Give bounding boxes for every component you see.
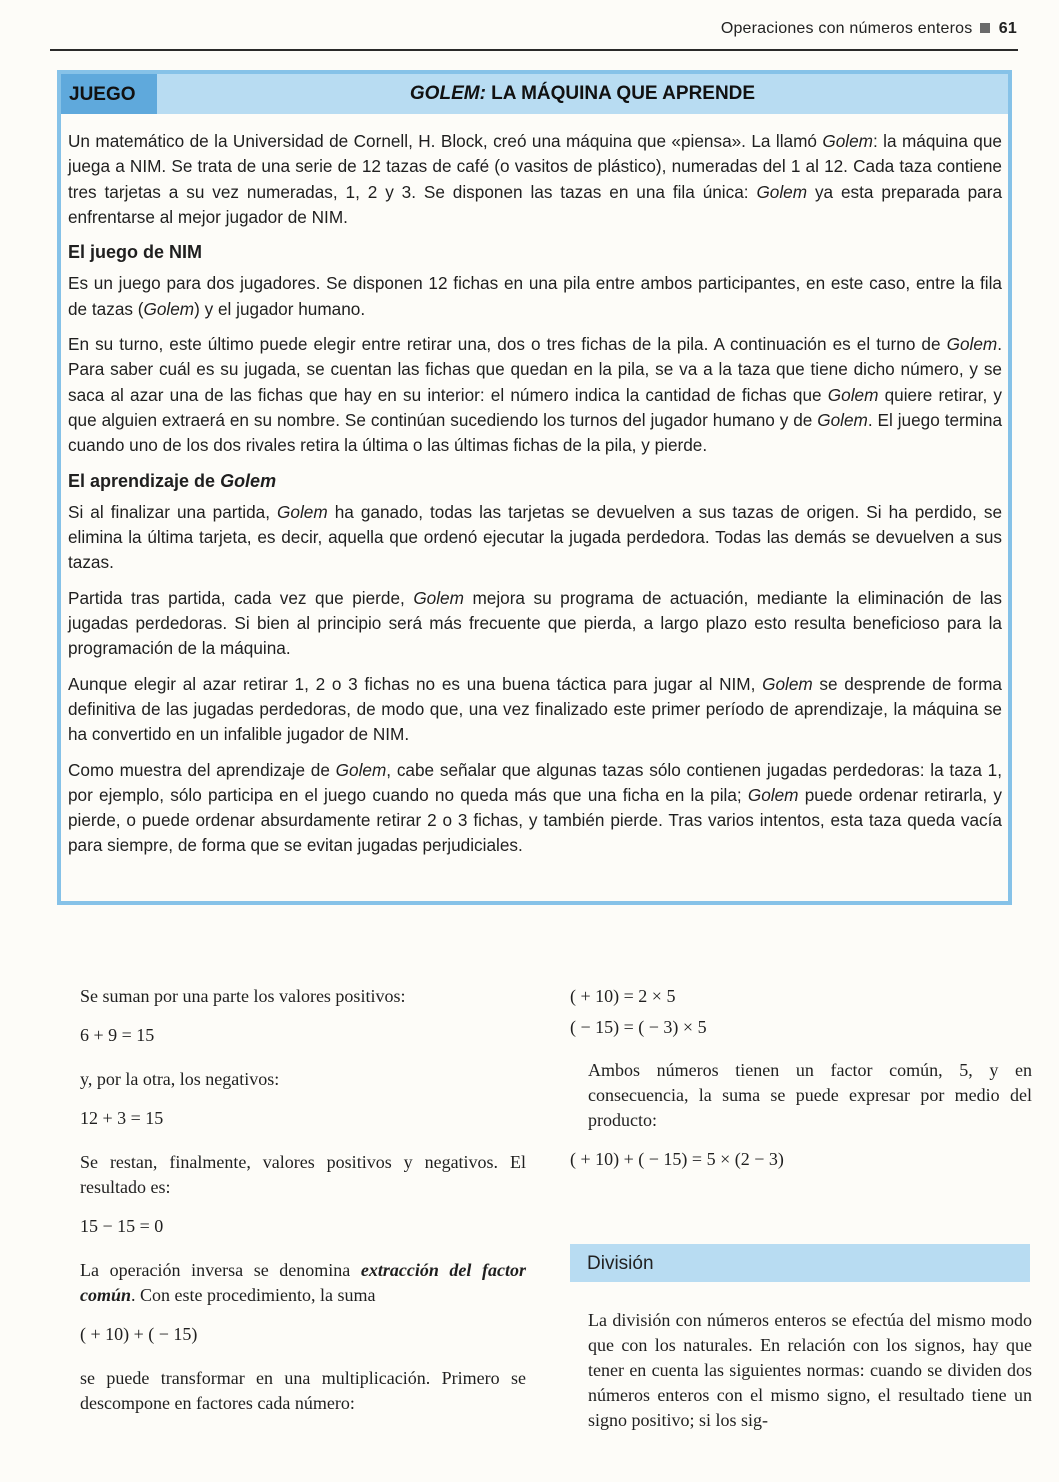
right-column [570,984,1032,1430]
text-run: se desprende de forma definitiva de las jugadas perdedoras, de modo que, una vez finalizado este primer período de aprendizaje, la máquina se ha convertido en un infalible jugador de NIM. [68,673,1002,745]
text-run-italic: Golem [762,673,813,694]
box-title [157,74,1008,114]
box-paragraph-learning-2 [68,586,1002,662]
text-run: quiere retirar, y que alguien extraerá en su nombre. Se continúan sucediendo los turnos del jugador humano y de [68,384,1002,430]
box-paragraph-learning-3 [68,672,1002,748]
key-term: extracción del factor común [80,1260,527,1305]
text-run-italic: Golem [756,181,808,202]
section-title: División [587,1253,654,1274]
text-run: Aunque elegir al azar retirar 1, 2 o 3 fichas no es una buena táctica para jugar al NIM, [68,673,763,694]
paragraph [80,1258,526,1308]
text-run-italic: Golem [413,587,464,608]
text-run: , cabe señalar que algunas tazas sólo contienen jugadas perdedoras: la taza 1, por ejemplo, sólo participa en el juego cuando no queda más que una ficha en la pila; [68,759,1003,805]
paragraph: se puede transformar en una multiplicación. Primero se descompone en factores cada número: [80,1368,526,1413]
text-run: Un matemático de la Universidad de Cornell, H. Block, creó una máquina que «piensa». La llamó [68,131,823,151]
box-title-rest: LA MÁQUINA QUE APRENDE [485,83,756,104]
text-run-italic: Golem [143,298,195,319]
box-paragraph-nim-rules [68,271,1002,322]
text-run: . Para saber cuál es su jugada, se cuentan las fichas que quedan en la pila, se va a la taza que tiene dicho número, y se saca al azar una de las fichas que hay en su interior: el número indica la cantidad de fichas que [68,334,1002,405]
text-run-italic: Golem [277,501,328,522]
section-heading-division [570,1244,1030,1282]
text-run: Partida tras partida, cada vez que pierde, [68,587,414,608]
page-number: 61 [998,20,1017,37]
paragraph-division: La división con números enteros se efectúa del mismo modo que con los naturales. En relación con los signos, hay que tener en cuenta las siguientes normas: cuando se dividen dos números enteros con el mismo signo, el resultado tiene un signo positivo; si los sig- [588,1310,1032,1430]
text-run: El aprendizaje de [68,470,221,491]
text-run: Es un juego para dos jugadores. Se disponen 12 fichas en una pila entre ambos participantes, en este caso, entre la fila de tazas ( [68,273,1002,319]
text-run-italic: Golem [817,409,868,430]
text-run: ) y el jugador humano. [194,298,366,319]
box-tag: JUEGO [61,74,157,114]
text-run: En su turno, este último puede elegir entre retirar una, dos o tres fichas de la pila. A continuación es el turno de [68,334,947,355]
paragraph: Ambos números tienen un factor común, 5, y en consecuencia, la suma se puede expresar por medio del producto: [588,1060,1032,1130]
box-title-italic: GOLEM: [409,83,486,104]
text-run: mejora su programa de actuación, mediante la eliminación de las jugadas perdedoras. Si bien al principio será más frecuente que pierda, a largo plazo esto resulta beneficioso para la programación de la máquina. [68,587,1002,659]
equation: 15 − 15 = 0 [80,1216,164,1236]
paragraph: Se restan, finalmente, valores positivos y negativos. El resultado es: [80,1152,526,1197]
heading-nim: El juego de NIM [68,242,203,263]
box-body [68,129,1002,869]
heading-aprendizaje [68,469,1002,494]
header-rule [50,49,1018,51]
equation: ( + 10) + ( − 15) [80,1324,198,1344]
game-box [57,70,1012,905]
text-run-italic: Golem [335,759,387,780]
text-run: ha ganado, todas las tarjetas se devuelven a sus tazas de origen. Si ha perdido, se elimina la última tarjeta, es decir, aquella que ordenó ejecutar la jugada perdedora. Todas las demás se devuelven a sus tazas. [68,501,1003,573]
box-paragraph-learning-1 [68,500,1002,576]
text-run: La operación inversa se denomina [80,1260,361,1280]
equation: ( + 10) = 2 × 5 [570,986,676,1006]
text-run-italic: Golem [220,470,277,491]
text-run: Si al finalizar una partida, [68,501,278,522]
box-paragraph-turns [68,332,1002,458]
box-paragraph-intro [68,129,1002,230]
text-run: ya esta preparada para enfrentarse al mejor jugador de NIM. [68,181,1002,227]
square-bullet-icon [980,23,990,33]
text-run-italic: Golem [822,131,873,151]
paragraph: Se suman por una parte los valores positivos: [80,986,406,1006]
box-header [61,74,1008,114]
text-run: . Con este procedimiento, la suma [131,1285,376,1305]
left-column [80,984,526,1416]
equation: 6 + 9 = 15 [80,1025,155,1045]
paragraph: y, por la otra, los negativos: [80,1069,280,1089]
text-run: . El juego termina cuando uno de los dos rivales retira la última o las últimas fichas de la pila, y pierde. [68,409,1003,456]
running-title: Operaciones con números enteros [720,20,973,37]
equation: ( + 10) + ( − 15) = 5 × (2 − 3) [570,1149,784,1169]
text-run: Como muestra del aprendizaje de [68,759,336,780]
box-paragraph-learning-4 [68,758,1002,859]
text-run-italic: Golem [747,784,799,805]
text-run: : la máquina que juega a NIM. Se trata de una serie de 12 tazas de café (o vasitos de plástico), numeradas del 1 al 12. Cada taza contiene tres tarjetas a su vez numeradas, 1, 2 y 3. Se disponen las tazas en una fila única: [68,131,1002,202]
text-run-italic: Golem [946,334,998,355]
equation: 12 + 3 = 15 [80,1108,164,1128]
equation: ( − 15) = ( − 3) × 5 [570,1017,707,1037]
text-run-italic: Golem [827,384,879,405]
text-run: puede ordenar retirarla, y pierde, o puede ordenar absurdamente retirar 2 o 3 fichas, y también pierde. Tras varios intentos, esta taza queda vacía para siempre, de forma que se evitan jugadas perjudiciales. [68,784,1003,856]
running-head [721,20,1017,38]
